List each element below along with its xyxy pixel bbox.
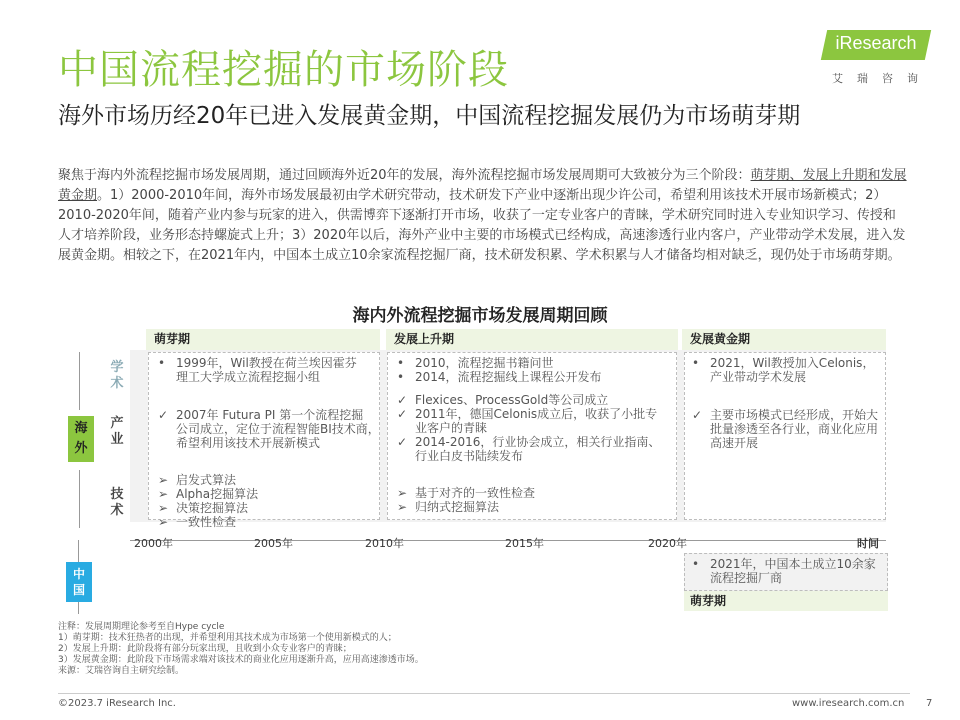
entry-line: 产业带动学术发展	[710, 370, 807, 384]
overseas-label-char: 外	[74, 441, 88, 456]
entry-line: 2021年，中国本土成立10余家	[710, 557, 876, 571]
intro-underlined: 萌芽期、发展上升期和发展黄金期	[58, 168, 907, 203]
entry-line: 2010，流程挖掘书籍问世	[415, 356, 554, 370]
entry-line: 2007年 Futura PI 第一个流程挖掘	[176, 408, 364, 422]
arrow-icon: ➢	[397, 486, 408, 500]
entry-academic-1999	[158, 356, 378, 384]
entry-industry-2007	[158, 408, 380, 450]
entry-line: 主要市场模式已经形成，开始大	[710, 408, 879, 422]
entry-academic-rise	[397, 356, 677, 384]
entry-line: 高速开展	[710, 436, 759, 450]
entry-line: 一致性检查	[176, 515, 237, 529]
check-icon: ✓	[692, 408, 703, 422]
dot-marker: •	[158, 356, 166, 370]
phase-bar-golden: 发展黄金期	[682, 329, 886, 350]
entry-line: 1999年，Wil教授在荷兰埃因霍芬	[176, 356, 357, 370]
entry-tech-sprout	[158, 473, 378, 529]
chart-title: 海内外流程挖掘市场发展周期回顾	[352, 306, 608, 326]
axis-tick-2015: 2015年	[505, 537, 544, 550]
china-phase-bar: 萌芽期	[684, 591, 888, 611]
entry-line: 决策挖掘算法	[176, 501, 249, 515]
row-label-char: 术	[110, 376, 124, 391]
arrow-icon: ➢	[158, 473, 169, 487]
axis-tick-2000: 2000年	[134, 537, 173, 550]
dot-marker: •	[692, 557, 700, 571]
page-title: 中国流程挖掘的市场阶段	[58, 47, 509, 93]
intro-paragraph	[58, 166, 908, 266]
overseas-label-char: 海	[74, 421, 88, 436]
entry-line: 基于对齐的一致性检查	[415, 486, 536, 500]
china-label	[66, 562, 92, 602]
row-label-technology	[108, 487, 126, 519]
footnote-line: 来源：艾瑞咨询自主研究绘制。	[58, 666, 185, 676]
check-icon: ✓	[397, 435, 408, 449]
check-icon: ✓	[397, 407, 408, 421]
entry-academic-golden	[692, 356, 886, 384]
entry-line: 2014，流程挖掘线上课程公开发布	[415, 370, 602, 384]
entry-line: 2014-2016，行业协会成立，相关行业指南、	[415, 435, 661, 449]
entry-industry-golden	[692, 408, 886, 450]
china-line-top	[78, 540, 79, 562]
iresearch-logo	[824, 30, 932, 88]
intro-part-1: 聚焦于海内外流程挖掘市场发展周期，通过回顾海外近20年的发展，海外流程挖掘市场发展周期可大致被分为三个阶段：	[58, 168, 751, 183]
intro-part-2: 。1）2000-2010年间，海外市场发展最初由学术研究带动，技术研发下产业中逐渐出现少许公司，希望利用该技术开展市场新模式；2）2010-2020年间，随着产业内参与玩家的进入，供需博弈下逐渐打开市场，收获了一定专业客户的青睐，学术研究同时进入专业知识学习、传授和人才培养阶段，业务形态持螺旋式上升；3）2020年以后，海外产业中主要的市场模式已经构成，高速渗透行业内客户，产业带动学术发展，进入发展黄金期。相较之下，在2021年内，中国本土成立10余家流程挖掘厂商，技术研发积累、学术积累与人才储备均相对缺乏，现仍处于市场萌芽期。	[58, 188, 906, 263]
phase-bar-rise: 发展上升期	[386, 329, 678, 350]
check-icon: ✓	[158, 408, 169, 422]
entry-line: 启发式算法	[176, 473, 237, 487]
entry-china-2021	[692, 557, 886, 585]
footnote-line: 注释：发展周期理论参考至自Hype cycle	[58, 622, 225, 632]
entry-line: 公司成立，定位于流程智能BI技术商，	[176, 422, 380, 436]
entry-line: 希望利用该技术开展新模式	[176, 436, 321, 450]
row-label-char: 术	[110, 503, 124, 518]
axis-name: 时间	[857, 537, 879, 550]
china-label-char: 中	[72, 567, 85, 581]
entry-line: 归纳式挖掘算法	[415, 500, 500, 514]
arrow-icon: ➢	[158, 501, 169, 515]
dot-marker: •	[397, 370, 405, 384]
footnote-line: 2）发展上升期：此阶段将有部分玩家出现，且收到小众专业客户的青睐；	[58, 644, 352, 654]
footer-copyright: ©2023.7 iResearch Inc.	[58, 698, 176, 709]
overseas-line-top	[79, 352, 80, 410]
row-label-char: 产	[110, 416, 124, 431]
page-number: 7	[926, 698, 933, 709]
overseas-label	[68, 416, 94, 462]
check-icon: ✓	[397, 393, 408, 407]
entry-line: 理工大学成立流程挖掘小组	[176, 370, 321, 384]
entry-line: Alpha挖掘算法	[176, 487, 259, 501]
axis-tick-2010: 2010年	[365, 537, 404, 550]
entry-line: 2021，Wil教授加入Celonis，	[710, 356, 875, 370]
entry-line: 流程挖掘厂商	[710, 571, 783, 585]
dot-marker: •	[397, 356, 405, 370]
row-label-academic	[108, 360, 126, 392]
entry-line: 批量渗透至各行业，商业化应用	[710, 422, 879, 436]
row-label-char: 技	[110, 487, 124, 502]
arrow-icon: ➢	[158, 515, 169, 529]
logo-cn-text: 艾瑞咨询	[832, 72, 932, 85]
row-label-char: 学	[110, 360, 124, 375]
dot-marker: •	[692, 356, 700, 370]
china-line-bottom	[78, 602, 79, 614]
axis-tick-2005: 2005年	[254, 537, 293, 550]
entry-tech-rise	[397, 486, 677, 514]
logo-text: iResearch	[835, 33, 917, 53]
footnote-line: 1）萌芽期：技术狂热者的出现，并希望利用其技术成为市场第一个使用新模式的人；	[58, 633, 397, 643]
page-subtitle: 海外市场历经20年已进入发展黄金期，中国流程挖掘发展仍为市场萌芽期	[58, 103, 801, 129]
footer-website: www.iresearch.com.cn	[792, 698, 905, 709]
footnotes	[58, 622, 758, 677]
footer-divider	[58, 693, 910, 694]
china-label-char: 国	[72, 583, 85, 597]
row-label-industry	[108, 416, 126, 448]
row-label-char: 业	[110, 432, 124, 447]
entry-industry-rise	[397, 393, 677, 463]
entry-line: 行业白皮书陆续发布	[415, 449, 524, 463]
arrow-icon: ➢	[397, 500, 408, 514]
phase-bar-sprout: 萌芽期	[146, 329, 380, 350]
footnote-line: 3）发展黄金期：此阶段下市场需求端对该技术的商业化应用逐渐升高，应用高速渗透市场。	[58, 655, 424, 665]
arrow-icon: ➢	[158, 487, 169, 501]
entry-line: Flexices、ProcessGold等公司成立	[415, 393, 609, 407]
entry-line: 2011年，德国Celonis成立后，收获了小批专	[415, 407, 658, 421]
entry-line: 业客户的青睐	[415, 421, 488, 435]
axis-tick-2020: 2020年	[648, 537, 687, 550]
overseas-line-bottom	[79, 470, 80, 528]
